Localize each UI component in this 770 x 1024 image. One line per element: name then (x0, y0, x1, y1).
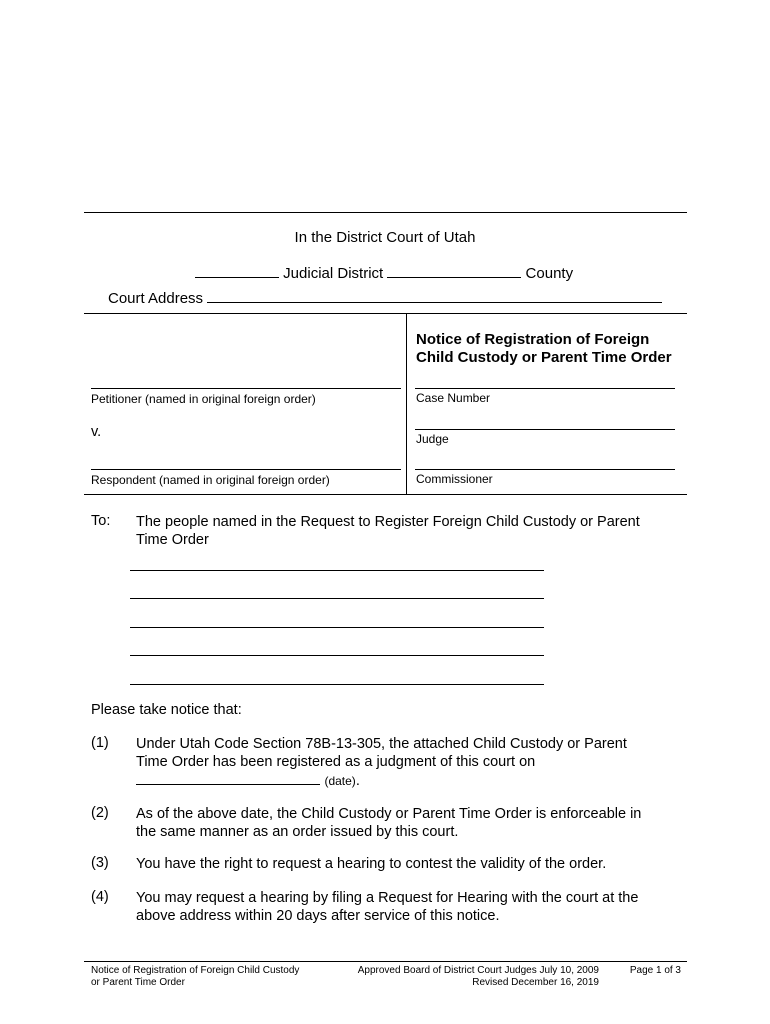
recipient-line[interactable] (130, 627, 544, 628)
document-title-line1: Notice of Registration of Foreign (416, 331, 650, 348)
judge-field[interactable] (415, 429, 675, 430)
to-text-line1: The people named in the Request to Register Foreign Child Custody or Parent (136, 514, 640, 530)
registration-date-field[interactable] (136, 771, 320, 785)
item-1-line1: Under Utah Code Section 78B-13-305, the attached Child Custody or Parent (136, 736, 627, 752)
caption-divider (406, 313, 407, 494)
top-rule (84, 212, 687, 213)
footer-form-name-line1: Notice of Registration of Foreign Child Custody (91, 965, 300, 976)
item-2-line1: As of the above date, the Child Custody or Parent Time Order is enforceable in (136, 806, 642, 822)
item-2-line2: the same manner as an order issued by this court. (136, 824, 459, 840)
recipient-line[interactable] (130, 684, 544, 685)
recipient-line[interactable] (130, 598, 544, 599)
item-number: (3) (91, 855, 109, 871)
case-number-label: Case Number (416, 391, 491, 405)
petitioner-field[interactable] (91, 388, 401, 389)
commissioner-field[interactable] (415, 469, 675, 470)
case-number-field[interactable] (415, 388, 675, 389)
county-name-field[interactable] (387, 263, 521, 278)
court-address-line (108, 288, 662, 307)
item-number: (1) (91, 735, 109, 751)
footer-page-number: Page 1 of 3 (629, 965, 681, 976)
caption-top-rule (84, 313, 687, 314)
document-title-line2: Child Custody or Parent Time Order (416, 349, 672, 366)
item-1-date-line (136, 771, 360, 790)
commissioner-label: Commissioner (416, 472, 493, 486)
district-county-line (195, 263, 573, 282)
caption-bottom-rule (84, 494, 687, 495)
item-number: (4) (91, 889, 109, 905)
judge-label: Judge (416, 432, 449, 446)
date-period: . (355, 773, 360, 789)
item-3-line1: You have the right to request a hearing to contest the validity of the order. (136, 856, 607, 872)
footer-form-name-line2: or Parent Time Order (91, 977, 185, 988)
respondent-label: Respondent (named in original foreign order) (91, 473, 330, 487)
court-address-field[interactable] (207, 288, 662, 303)
item-4-line1: You may request a hearing by filing a Request for Hearing with the court at the (136, 890, 639, 906)
footer-rule (84, 961, 687, 962)
to-label: To: (91, 513, 111, 529)
item-1-line2: Time Order has been registered as a judgment of this court on (136, 754, 536, 770)
district-number-field[interactable] (195, 263, 279, 278)
county-label: County (525, 265, 574, 282)
date-label: (date) (324, 774, 356, 788)
item-number: (2) (91, 805, 109, 821)
respondent-field[interactable] (91, 469, 401, 470)
court-title: In the District Court of Utah (294, 229, 476, 246)
petitioner-label: Petitioner (named in original foreign order) (91, 392, 316, 406)
versus-label: v. (91, 424, 102, 440)
footer-approval-line2: Revised December 16, 2019 (472, 977, 599, 988)
item-4-line2: above address within 20 days after service of this notice. (136, 908, 500, 924)
notice-intro: Please take notice that: (91, 702, 242, 718)
footer-approval-line1: Approved Board of District Court Judges July 10, 2009 (357, 965, 599, 976)
recipient-line[interactable] (130, 570, 544, 571)
court-address-label: Court Address (108, 290, 204, 307)
to-text-line2: Time Order (136, 532, 209, 548)
judicial-district-label: Judicial District (283, 265, 384, 282)
recipient-line[interactable] (130, 655, 544, 656)
